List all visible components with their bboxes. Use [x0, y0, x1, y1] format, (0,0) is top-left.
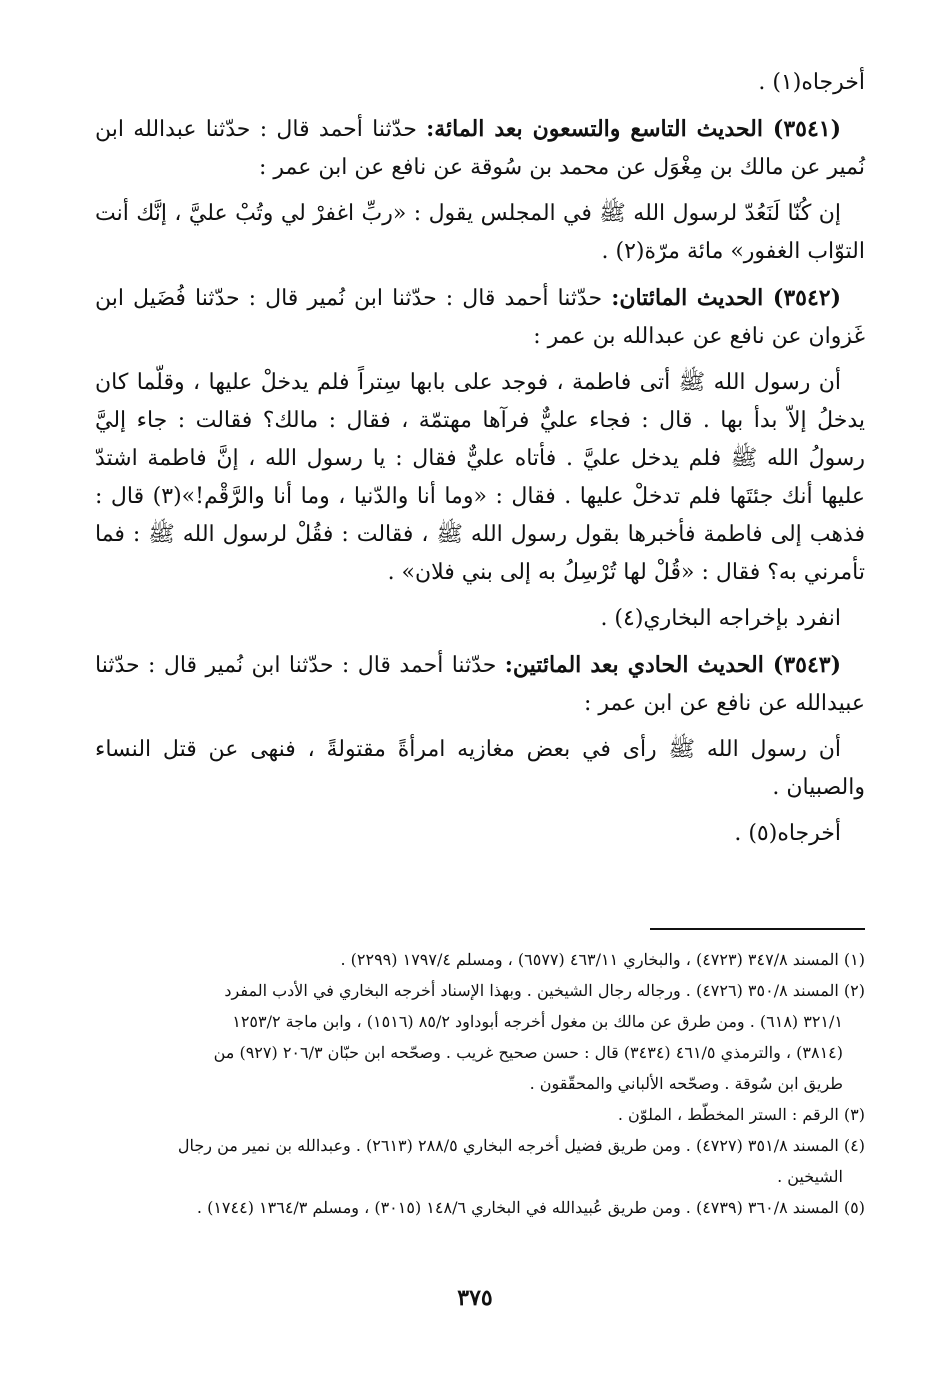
hadith-3541-text: إن كُنّا لَنَعُدّ لرسول الله ﷺ في المجلس يقول : «ربِّ اغفرْ لي وتُبْ عليَّ ، إنَّك أنت التوّاب الغفور» مائة مرّة(٢) .: [95, 201, 865, 264]
footnotes: [95, 945, 865, 1224]
footnote-3: (٣) الرقم : الستر المخطّط ، الملوّن .: [617, 1105, 865, 1124]
hadith-3542-takhrij: انفرد بإخراجه البخاري(٤) .: [600, 606, 841, 631]
hadith-3541-chain: حدّثنا أحمد قال : حدّثنا عبدالله ابن نُمير عن مالك بن مِغْوَل عن محمد بن سُوقة عن نافع عن ابن عمر :: [95, 117, 865, 180]
footnote-5: (٥) المسند ٣٦٠/٨ (٤٧٣٩) . ومن طريق عُبيدالله في البخاري ١٤٨/٦ (٣٠١٥) ، ومسلم ١٣٦٤/٣ (١٧٤٤) .: [196, 1198, 865, 1217]
footnote-4-cont: الشيخين .: [777, 1167, 843, 1186]
footnote-2: (٢) المسند ٣٥٠/٨ (٤٧٢٦) . ورجاله رجال الشيخين . وبهذا الإسناد أخرجه البخاري في الأدب المفرد: [224, 981, 865, 1000]
hadith-3543: [95, 646, 865, 723]
hadith-3542-chain: حدّثنا أحمد قال : حدّثنا ابن نُمير قال : حدّثنا فُضَيل ابن غَزوان عن نافع عن عبدالله بن عمر :: [95, 286, 865, 349]
footnote-1: (١) المسند ٣٤٧/٨ (٤٧٢٣) ، والبخاري ٤٦٣/١١ (٦٥٧٧) ، ومسلم ١٧٩٧/٤ (٢٢٩٩) .: [340, 950, 865, 969]
footnote-2-cont: (٣٨١٤) ، والترمذي ٤٦١/٥ (٣٤٣٤) قال : حسن صحيح غريب . وصحّحه ابن حبّان ٢٠٦/٣ (٩٢٧) من: [213, 1043, 843, 1062]
hadith-3542-text: أن رسول الله ﷺ أتى فاطمة ، فوجد على بابها سِتراً فلم يدخلْ عليها ، وقلّما كان يدخلُ إلاّ بدأ بها . قال : فجاء عليٌّ فرآها مهتمّة ، فقال : مالك؟ فقالت : جاء إليَّ رسولُ الله ﷺ فلم يدخل عليَّ . فأتاه عليٌّ فقال : يا رسول الله ، إنَّ فاطمة اشتدّ عليها أنك جئتَها فلم تدخلْ عليها . فقال : «وما أنا والدّنيا ، وما أنا والرَّقْم!»(٣) قال : فذهب إلى فاطمة فأخبرها بقول رسول الله ﷺ ، فقالت : فقُلْ لرسول الله ﷺ : فما تأمرني به؟ فقال : «قُلْ لها تُرْسِلُ به إلى بني فلان» .: [95, 370, 866, 585]
footnote-2-cont: طريق ابن سُوقة . وصحّحه الألباني والمحقّقون .: [529, 1074, 843, 1093]
footnote-2-cont: ٣٢١/١ (٦١٨) . ومن طرق عن مالك بن مغول أخرجه أبوداود ٨٥/٢ (١٥١٦) ، وابن ماجة ١٢٥٣/٢: [232, 1012, 843, 1031]
hadith-3543-text: أن رسول الله ﷺ رأى في بعض مغازيه امرأةً مقتولةً ، فنهى عن قتل النساء والصبيان .: [95, 737, 865, 800]
page-body: [95, 64, 865, 861]
hadith-3543-heading: (٣٥٤٣) الحديث الحادي بعد المائتين:: [504, 652, 842, 678]
hadith-3542-heading: (٣٥٤٢) الحديث المائتان:: [611, 285, 842, 311]
footnote-divider: [650, 928, 865, 930]
hadith-3543-takhrij: أخرجاه(٥) .: [734, 821, 841, 846]
hadith-3543-chain: حدّثنا أحمد قال : حدّثنا ابن نُمير قال : حدّثنا عبيدالله عن نافع عن ابن عمر :: [95, 653, 865, 716]
takhrij-line: أخرجاه(١) .: [758, 70, 865, 95]
hadith-3542: [95, 279, 865, 356]
hadith-3541: [95, 110, 865, 187]
footnote-4: (٤) المسند ٣٥١/٨ (٤٧٢٧) . ومن طريق فضيل أخرجه البخاري ٢٨٨/٥ (٢٦١٣) . وعبدالله بن نمير من رجال: [177, 1136, 865, 1155]
page-number: ٣٧٥: [457, 1285, 493, 1311]
hadith-3541-heading: (٣٥٤١) الحديث التاسع والتسعون بعد المائة:: [426, 116, 841, 142]
